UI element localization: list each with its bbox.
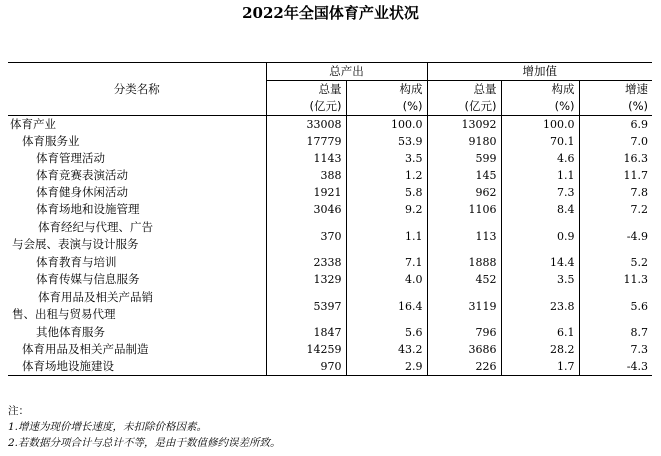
output-share-header: 构成	[346, 81, 427, 99]
output-total: 1143	[266, 150, 346, 167]
va-growth-unit: (%)	[579, 98, 652, 116]
va-total: 226	[427, 358, 501, 376]
va-share-unit: (%)	[501, 98, 579, 116]
row-name: 体育场地和设施管理	[36, 202, 140, 216]
va-total: 452	[427, 271, 501, 288]
output-share: 7.1	[346, 254, 427, 271]
va-share: 4.6	[501, 150, 579, 167]
row-name-line2: 与会展、表演与设计服务	[12, 237, 139, 251]
row-name: 体育教育与培训	[36, 255, 117, 269]
output-share: 5.6	[346, 324, 427, 341]
va-growth: -4.3	[579, 358, 652, 376]
output-share: 16.4	[346, 288, 427, 324]
va-growth: 7.3	[579, 341, 652, 358]
table-row	[8, 324, 652, 341]
row-name-line1: 体育经纪与代理、广告	[38, 220, 153, 234]
va-growth: 11.7	[579, 167, 652, 184]
note-line: 2.若数据分项合计与总计不等，是由于数值修约误差所致。	[8, 437, 281, 449]
va-share: 100.0	[501, 116, 579, 134]
header-row-groups	[8, 63, 652, 81]
va-total: 9180	[427, 133, 501, 150]
table-row	[8, 358, 652, 376]
output-total: 33008	[266, 116, 346, 134]
va-total-unit: (亿元)	[427, 98, 501, 116]
row-name: 其他体育服务	[36, 325, 105, 339]
output-share: 9.2	[346, 201, 427, 218]
va-growth: 5.6	[579, 288, 652, 324]
va-share: 7.3	[501, 184, 579, 201]
va-share: 8.4	[501, 201, 579, 218]
va-total: 145	[427, 167, 501, 184]
va-growth: 7.2	[579, 201, 652, 218]
table-row	[8, 271, 652, 288]
output-total: 970	[266, 358, 346, 376]
output-share: 1.2	[346, 167, 427, 184]
va-share: 0.9	[501, 218, 579, 254]
row-name-line1: 体育用品及相关产品销	[38, 290, 153, 304]
table-row	[8, 150, 652, 167]
output-total-header: 总量	[266, 81, 346, 99]
va-total: 1106	[427, 201, 501, 218]
row-name: 体育健身休闲活动	[36, 185, 128, 199]
output-total: 3046	[266, 201, 346, 218]
output-total: 1921	[266, 184, 346, 201]
va-growth: 7.8	[579, 184, 652, 201]
va-growth: 5.2	[579, 254, 652, 271]
va-share: 14.4	[501, 254, 579, 271]
row-name: 体育服务业	[22, 134, 80, 148]
output-total-unit: (亿元)	[266, 98, 346, 116]
va-total: 962	[427, 184, 501, 201]
table-notes	[8, 403, 652, 451]
va-share: 1.7	[501, 358, 579, 376]
va-total: 113	[427, 218, 501, 254]
output-share-unit: (%)	[346, 98, 427, 116]
output-total: 2338	[266, 254, 346, 271]
va-total: 599	[427, 150, 501, 167]
va-share-header: 构成	[501, 81, 579, 99]
output-share: 3.5	[346, 150, 427, 167]
output-total: 370	[266, 218, 346, 254]
row-name: 体育场地设施建设	[8, 358, 266, 376]
va-growth: 8.7	[579, 324, 652, 341]
va-share: 23.8	[501, 288, 579, 324]
page-title: 2022年全国体育产业状况	[242, 4, 419, 22]
va-growth: 16.3	[579, 150, 652, 167]
va-total: 796	[427, 324, 501, 341]
output-total: 1847	[266, 324, 346, 341]
va-growth-header: 增速	[579, 81, 652, 99]
table-row	[8, 184, 652, 201]
va-growth: 6.9	[579, 116, 652, 134]
va-total: 1888	[427, 254, 501, 271]
va-total: 3686	[427, 341, 501, 358]
notes-heading: 注：	[8, 405, 29, 417]
sports-industry-table	[8, 62, 652, 376]
output-share: 5.8	[346, 184, 427, 201]
table-row	[8, 341, 652, 358]
table-row	[8, 201, 652, 218]
output-share: 53.9	[346, 133, 427, 150]
output-group-header: 总产出	[266, 63, 427, 81]
row-name: 体育传媒与信息服务	[36, 272, 140, 286]
output-share: 43.2	[346, 341, 427, 358]
table-row	[8, 116, 652, 134]
output-share: 100.0	[346, 116, 427, 134]
row-name: 体育用品及相关产品制造	[22, 342, 149, 356]
output-total: 1329	[266, 271, 346, 288]
output-total: 388	[266, 167, 346, 184]
va-total-header: 总量	[427, 81, 501, 99]
row-name: 体育产业	[10, 117, 56, 131]
output-total: 5397	[266, 288, 346, 324]
va-growth: -4.9	[579, 218, 652, 254]
va-total: 3119	[427, 288, 501, 324]
table-row	[8, 167, 652, 184]
va-share: 28.2	[501, 341, 579, 358]
table-row	[8, 288, 652, 324]
va-growth: 7.0	[579, 133, 652, 150]
row-name	[8, 288, 266, 324]
table-row	[8, 218, 652, 254]
va-share: 6.1	[501, 324, 579, 341]
row-name-line2: 售、出租与贸易代理	[12, 307, 116, 321]
row-name	[8, 218, 266, 254]
output-share: 1.1	[346, 218, 427, 254]
row-name: 体育管理活动	[36, 151, 105, 165]
output-share: 2.9	[346, 358, 427, 376]
table-row	[8, 133, 652, 150]
va-share: 1.1	[501, 167, 579, 184]
note-line: 1.增速为现价增长速度，未扣除价格因素。	[8, 421, 208, 433]
va-share: 3.5	[501, 271, 579, 288]
va-growth: 11.3	[579, 271, 652, 288]
value-added-group-header: 增加值	[427, 63, 652, 81]
row-name: 体育竞赛表演活动	[36, 168, 128, 182]
table-row	[8, 254, 652, 271]
va-total: 13092	[427, 116, 501, 134]
output-total: 14259	[266, 341, 346, 358]
category-header: 分类名称	[8, 63, 266, 116]
output-total: 17779	[266, 133, 346, 150]
va-share: 70.1	[501, 133, 579, 150]
output-share: 4.0	[346, 271, 427, 288]
